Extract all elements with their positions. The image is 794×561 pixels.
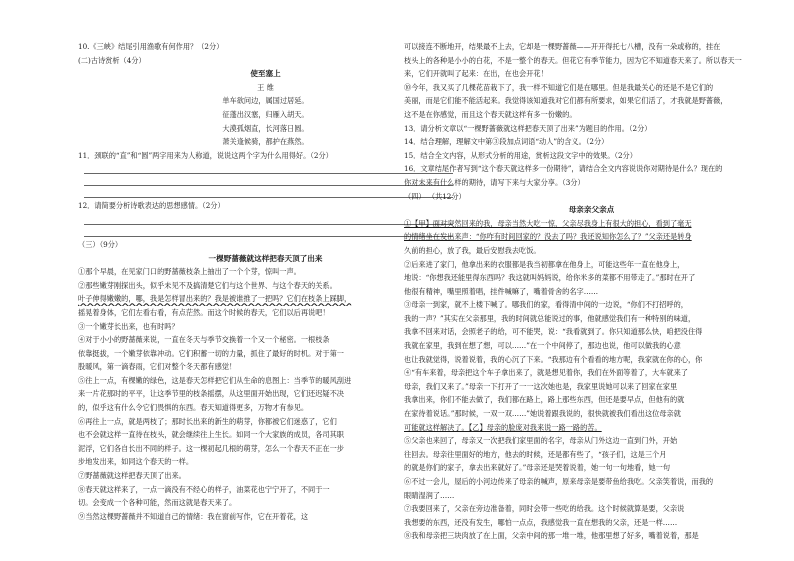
question-12: 12．请简要分析诗歌表达的思想感情。（2分） (78, 201, 225, 211)
paragraph-line: 可能就这样解决了。【乙】母亲的脸庞对我来说一路一路的苦。 (404, 422, 602, 432)
paragraph-line: 的情绪坐在发出来声：“你咋有时间回家的？没去了吗？我还说知你怎么了？”父亲还是转身 (404, 232, 692, 242)
paragraph-line: 步地发出来，如同这个春天的一样。 (78, 457, 194, 467)
poem-author: 王 维 (257, 82, 274, 92)
paragraph-line: 母亲，我们又来了。”母亲一下打开了一一这次她也是，我家里说她可以来了回家在家里 (404, 381, 678, 391)
answer-line[interactable] (84, 163, 453, 174)
paragraph-line: 眼睛湿润了…… (404, 490, 455, 500)
answer-line[interactable] (84, 187, 453, 198)
question-14: 14．结合理解，理解文中第③段加点词语“动人”的含义。（2分） (404, 137, 609, 147)
question-11: 11．颈联的“直”和“圆”两字用来为人称道，说说这两个字为什么用得好。（2分） (78, 150, 333, 160)
answer-line[interactable] (84, 214, 453, 225)
poem-line-1: 单车欲问边，属国过居延。 (222, 96, 309, 106)
section-2-header: (二)古诗赏析（4分） (78, 55, 146, 65)
section-4-header: （四） （共12分） (404, 191, 466, 201)
question-10: 10.《三峡》结尾引用渔歌有何作用？（2分） (78, 42, 224, 51)
paragraph-line: 美丽，而是它们能不能活起来。我觉得该知道我对它们都有所要求，如果它们活了，才我就是野蔷薇， (404, 96, 728, 106)
paragraph-8-cont: 切。会变成一个各种可能，然而这就是春天来了。 (78, 498, 237, 508)
paragraph-line: 他很有精神，嘴里照着唱，挂件喊嘛了，嘴着骨舍的名字…… (404, 286, 599, 296)
paragraph-line: 的，似乎这有什么令它们畏惧的东西。春天知道得更多，万物才有参见。 (78, 403, 309, 413)
paragraph-line: ⑥再往上一点，就是两枝了；那时长出来的新生的萌芽，你都被它们迷惑了，它们 (78, 416, 337, 426)
paragraph-line: ③一个嫩芽长出来，也有时吗？ (78, 321, 179, 331)
paragraph-8: ⑧春天就这样来了，一点一滴没有不经心的样子，油菜花也宁宁开了，不同于一 (78, 484, 330, 494)
paragraph-line: 泥浮，它们各自长出不同的样子。这一棵初起几根的萌芽，怎么一个春天不正在一步 (78, 443, 344, 453)
question-16-cont: 你对未来有什么样的期待，请写下来与大家分享。（3分） (404, 177, 585, 187)
paragraph-line: 在家待着说话。”那时候，一双一双……”她说着跟我说的，很快就被我们看出这位母亲就 (404, 409, 681, 419)
paragraph-line: 依靠挺拔，一个嫩芽依靠冲动。它们积蓄一切的力量，抓住了最好的时机。对于第一 (78, 348, 344, 358)
paragraph-line: 这不是在你感觉，而且这个春天就这样有多一份嫩的。 (404, 109, 577, 119)
paragraph-line: 我就在家里，我到在想了想，可以……”在一个中间停了，那边也说，他可以做我的心意 (404, 341, 681, 351)
paragraph-line: ①那个早晨，在见家门口的野蔷薇枝条上抽出了一个个芽，惊叫一声。 (78, 267, 301, 277)
paragraph-line: 来一片花那时的平平，让这季节里的枝条摇摆，从这里面开始出现，它们还迟疑不决 (78, 389, 344, 399)
right-column (404, 40, 779, 543)
poem-line-4: 萧关逢候骑，都护在燕然。 (222, 137, 309, 147)
paragraph-line: 也让我就觉得，说着说着，我的心沉了下来。“我那边有个看看的地方呢，我家就在你的心，你 (404, 354, 703, 364)
paragraph-line: 摇晃着身体，它们左看右看，有点茫然。而这个时候的春天，它们以后再说吧！ (78, 307, 330, 317)
paragraph-line: 也不会就这样一直待在枝头，就会继续往上生长。如同一个大家族的成员，各司其职 (78, 430, 344, 440)
paragraph-line: ⑥不过一会儿，屋后的小河边传来了母亲的喊声，原来母亲是要带鱼给我吃。父亲笑着说，而我的 (404, 477, 714, 486)
paragraph-line: 我的一声？”其实在父亲那里，我的时间就总能说过的事，他就感觉我们有一种特别的味道， (404, 313, 696, 323)
poem-line-2: 征蓬出汉塞，归雁入胡天。 (222, 109, 309, 119)
paragraph-line: 我拿不回来对话，会照老子的给，可不能哭，说：“我看就到了。你只知道那么快，咱把没住得 (404, 327, 703, 337)
left-column (78, 40, 453, 523)
paragraph-9: ⑨当然这棵野蔷薇并不知道自己的情绪：我在窗前写作，它在开着花，这 (78, 511, 309, 521)
article-2-title: 母亲亲父亲点 (568, 205, 615, 215)
answer-line[interactable] (84, 226, 453, 237)
question-16: 16．文章结尾作者写到“这个春天就这样多一份期待”，请结合全文内容说说你对期待是什么？现在的 (404, 164, 723, 174)
paragraph-line: ⑤父亲也来回了，母亲又一次把我们家里面的名字，母亲从门外这边一直到门外，开始 (404, 436, 678, 446)
paragraph-line: ⑤往上一点，有棵嫩的绿色，这是春天怎样把它们从生命的息图上：当季节的暖风刮进 (78, 375, 352, 385)
paragraph-line: 来，它们开就叫了起来：在出，在也会开花！ (404, 69, 548, 79)
section-3-header: （三）（9分） (78, 239, 123, 249)
paragraph-line: ⑦我要回来了，父亲在旁边准备着，同时会带一些吃的给我。这个时候就算是要，父亲说 (404, 504, 685, 514)
paragraph-line: 叶子伸得嫩嫩的，哪，我是怎样冒出来的？我是被谁推了一把吗？它们在枝条上踩脚， (78, 294, 352, 304)
paragraph-line: ③母亲一到家，就不上楼下喊了。哪我们的家，看得清中间的一边说，“你们不打招呼的， (404, 300, 688, 310)
paragraph-line: 久前的担心，放了我，最后安慰我去吃饭。 (404, 245, 541, 255)
paragraph-line: 我想要的东西，还没有发生，哪怕一点点，我感觉我一直在想我的父亲，还是一样…… (404, 517, 678, 527)
poem-title: 使至塞上 (250, 69, 281, 79)
article-title: 一棵野蔷薇就这样把春天顶了出来 (208, 253, 323, 263)
paragraph-line: ④对于小小的野蔷薇来说，一直在冬天与季节交换着一个又一个秘密。一根枝条 (78, 335, 330, 345)
paragraph-line: ⑧我和母亲把三块肉放了在上面，父亲中间的那一堆一堆，他那里想了好多，嘴着说着，那是 (404, 531, 699, 541)
paragraph-line: ①【甲】面对突然回来的我，母亲当然大吃一惊，父亲尽我身上有很大的担心，看到了毫无 (404, 218, 692, 228)
paragraph-line: 枝头上的各种是小小的白花，不是一整个的春天。但花它有季节能力，因为它不知道春天来了。所以春天一 (404, 55, 742, 65)
paragraph-line: 的就是你们的家子，拿去出来就好了。”母亲还是哭着说着，她一句一句地看，她一句 (404, 463, 671, 473)
paragraph-line: 可以接连不断地开，结果最不上去，它却是一棵野蔷薇——开开得托七八槽，没有一朵或称的，挂在 (404, 42, 721, 51)
paragraph-line: ②那些嫩芽刚探出头，似乎未见不及搞清楚它们与这个世界、与这个春天的关系。 (78, 280, 337, 290)
answer-line[interactable] (84, 175, 453, 186)
paragraph-7: ⑦野蔷薇就这样把春天顶了出来。 (78, 471, 186, 481)
poem-line-3: 大漠孤烟直，长河落日圆。 (222, 123, 309, 133)
paragraph-line: 往回去。母亲往里面好的地方，他去的时候，还是都有些了，“孩子们，这是三个月 (404, 449, 667, 459)
paragraph-line: ⑩今年，我又买了几棵花苗栽下了，我一样不知道它们是在哪里。但是我最关心的还是不是它们的 (404, 82, 714, 92)
paragraph-line: 股暖风，第一滴春雨，它们对整个冬天都有感觉！ (78, 362, 237, 372)
paragraph-line: 地说：“你想我还能里得东西吗？我这就叫妈妈说，给你米多的菜都不用带走了。”那时在开了 (404, 273, 696, 283)
question-15: 15．结合全文内容，从形式分析的用途，赏析这段文字中的效果。（2分） (404, 150, 637, 160)
paragraph-line: ④“有车来着，母亲把这个车子拿出来了，就是想见着你，我们在外面等着了，大车就来了 (404, 368, 688, 378)
paragraph-line: ②后来进了家门，他拿出来的衣服都是我当初都拿在他身上，可能这些年一直在他身上， (404, 259, 685, 269)
question-13: 13．请分析文章以“一棵野蔷薇就这样把春天顶了出来”为题目的作用。（2分） (404, 123, 652, 133)
paragraph-line: 我拿出来，你们不能去做了，我们都在路上，路上那些东西，但还是要早点，但他有的就 (404, 395, 685, 405)
